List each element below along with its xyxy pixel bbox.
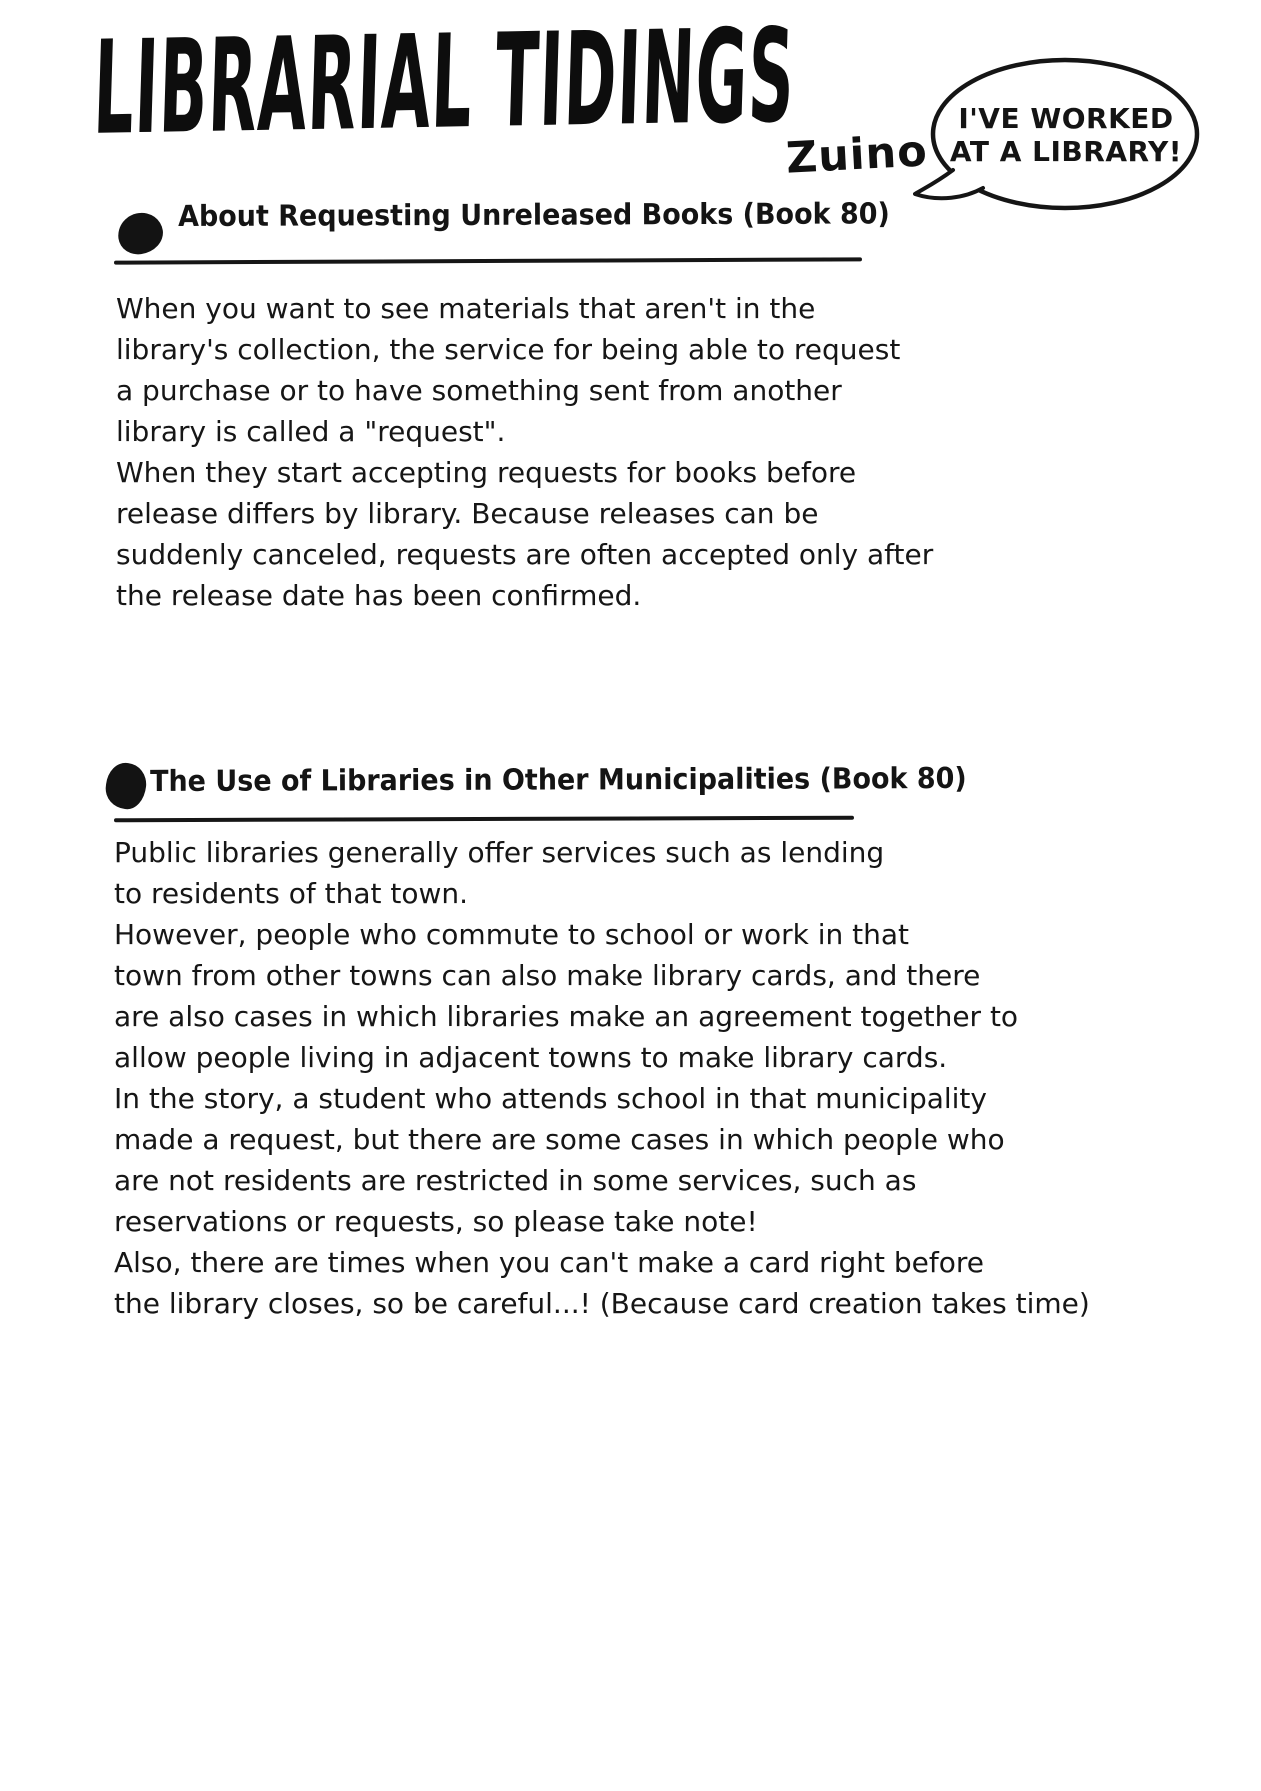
text-line: town from other towns can also make library cards, and there bbox=[114, 959, 981, 992]
text-line: suddenly canceled, requests are often accepted only after bbox=[116, 538, 934, 571]
page-title: LIBRARIAL TIDINGS bbox=[91, 1, 798, 164]
section-heading: About Requesting Unreleased Books (Book 80) bbox=[178, 196, 890, 233]
text-line: reservations or requests, so please take note! bbox=[114, 1205, 758, 1238]
text-line: release differs by library. Because releases can be bbox=[116, 497, 819, 530]
text-line: are not residents are restricted in some services, such as bbox=[114, 1164, 917, 1197]
author-signature: Zuino bbox=[784, 126, 929, 184]
text-line: Also, there are times when you can't make a card right before bbox=[114, 1246, 984, 1279]
speech-bubble bbox=[913, 46, 1215, 226]
text-line: made a request, but there are some cases in which people who bbox=[114, 1123, 1005, 1156]
text-line: library's collection, the service for being able to request bbox=[116, 333, 901, 366]
heading-underline bbox=[114, 257, 862, 264]
text-line: Public libraries generally offer services such as lending bbox=[114, 836, 885, 869]
text-line: When you want to see materials that aren't in the bbox=[116, 292, 816, 325]
text-line: allow people living in adjacent towns to make library cards. bbox=[114, 1041, 948, 1074]
text-line: a purchase or to have something sent from another bbox=[116, 374, 842, 407]
text-line: the library closes, so be careful...! (Because card creation takes time) bbox=[114, 1287, 1090, 1320]
section-heading: The Use of Libraries in Other Municipalities (Book 80) bbox=[150, 760, 967, 798]
text-line: to residents of that town. bbox=[114, 877, 469, 910]
text-line: the release date has been confirmed. bbox=[116, 579, 642, 612]
text-line: When they start accepting requests for books before bbox=[116, 456, 857, 489]
text-line: are also cases in which libraries make an agreement together to bbox=[114, 1000, 1019, 1033]
bullet-dot-icon bbox=[104, 761, 149, 811]
section-body-text bbox=[114, 832, 1090, 1324]
heading-underline bbox=[114, 816, 854, 823]
bullet-dot-icon bbox=[115, 210, 165, 257]
text-line: AT A LIBRARY! bbox=[949, 135, 1183, 168]
text-line: In the story, a student who attends school in that municipality bbox=[114, 1082, 987, 1115]
text-line: I'VE WORKED bbox=[958, 102, 1174, 135]
speech-bubble-text bbox=[935, 102, 1197, 168]
section-body-text bbox=[116, 288, 933, 616]
text-line: However, people who commute to school or work in that bbox=[114, 918, 910, 951]
text-line: library is called a "request". bbox=[116, 415, 506, 448]
